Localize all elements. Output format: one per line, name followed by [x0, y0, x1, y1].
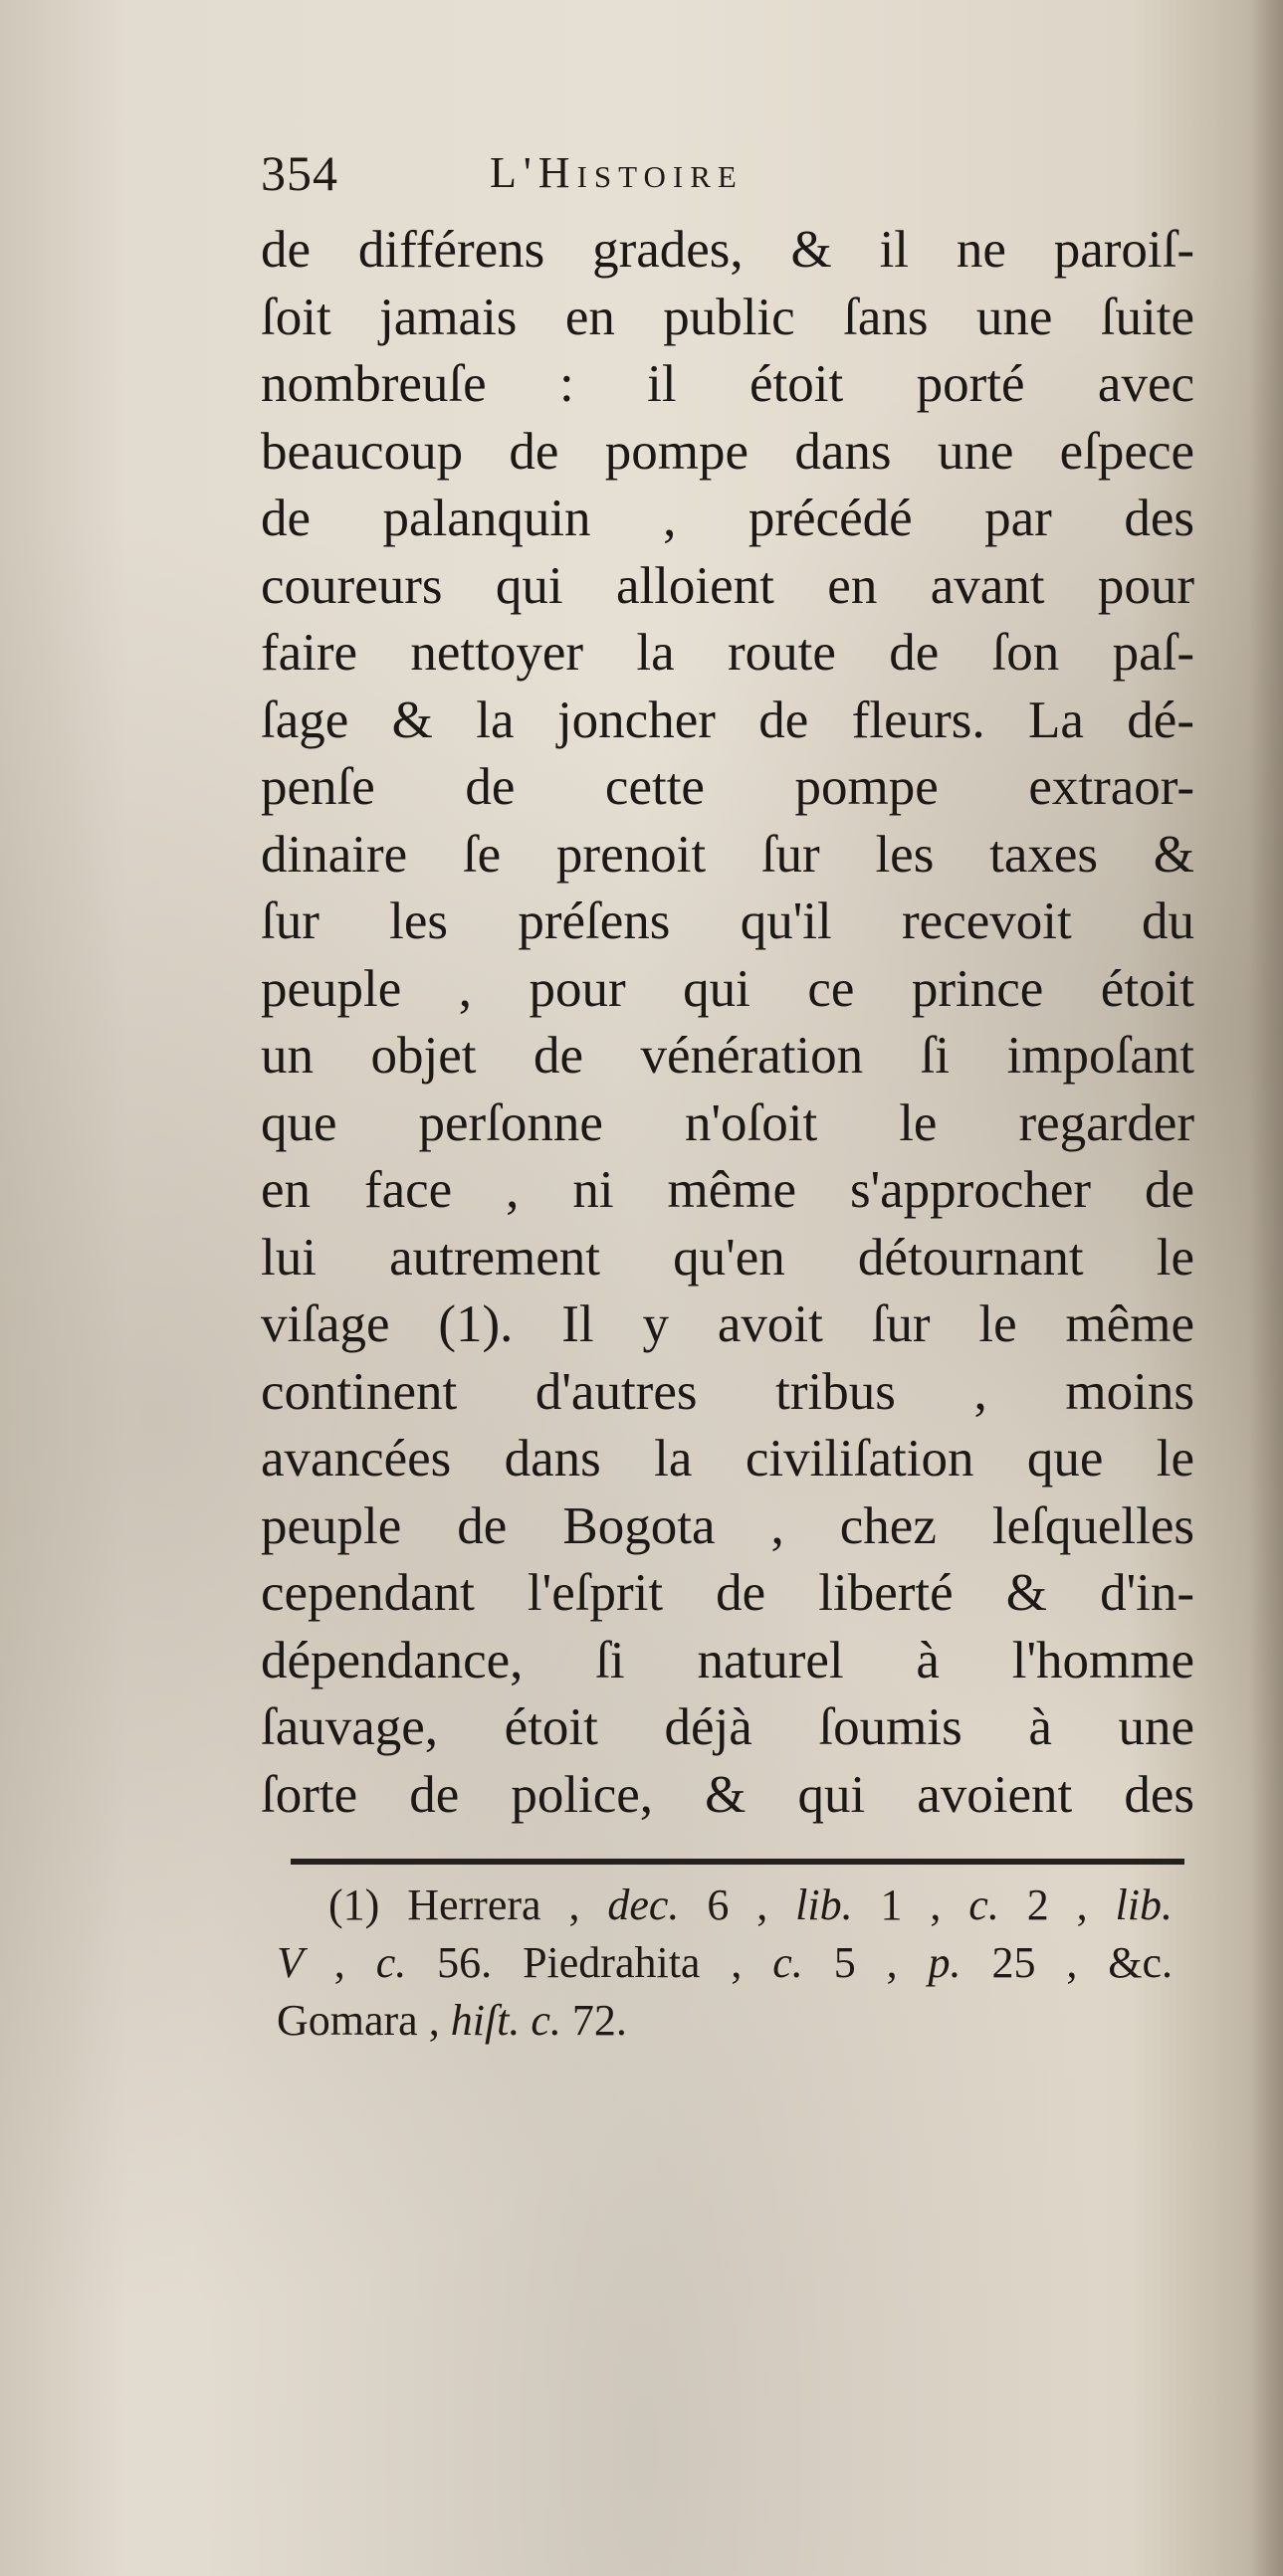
footnote-text: (1) Herrera ,	[328, 1881, 608, 1929]
footnote-rule	[291, 1859, 1184, 1865]
footnote-text: 72.	[560, 1996, 627, 2045]
page-edge-shadow	[1249, 0, 1283, 2576]
text-line: peuple , pour qui ce prince étoit	[261, 959, 1194, 1018]
text-line: cependant l'eſprit de liberté & d'in-	[261, 1564, 1194, 1622]
body-text	[261, 217, 1194, 1829]
text-line: ſorte de police, & qui avoient des	[261, 1765, 1194, 1824]
text-line: ſauvage, étoit déjà ſoumis à une	[261, 1698, 1194, 1756]
footnote-italic: V	[277, 1938, 304, 1987]
footnote-italic: dec.	[607, 1881, 680, 1929]
footnote-text: 5 ,	[802, 1938, 929, 1987]
footnote-text: 1 ,	[852, 1881, 969, 1929]
footnote-italic: lib.	[1115, 1881, 1173, 1929]
text-line: que perſonne n'oſoit le regarder	[261, 1093, 1194, 1152]
text-line: avancées dans la civiliſation que le	[261, 1430, 1194, 1487]
footnote-italic: p.	[928, 1938, 962, 1987]
text-line: ſage & la joncher de fleurs. La dé-	[261, 691, 1194, 749]
text-line: viſage (1). Il y avoit ſur le même	[261, 1295, 1194, 1353]
text-line: dinaire ſe prenoit ſur les taxes &	[261, 825, 1194, 884]
footnote-italic: lib.	[795, 1881, 853, 1929]
text-line: beaucoup de pompe dans une eſpece	[261, 422, 1194, 481]
footnote-line	[277, 1934, 1173, 1992]
footnote-text: Gomara ,	[277, 1996, 451, 2045]
text-line: lui autrement qu'en détournant le	[261, 1228, 1194, 1287]
text-line: de palanquin , précédé par des	[261, 490, 1194, 547]
footnote-italic: c.	[968, 1881, 999, 1929]
footnote-line	[277, 1877, 1173, 1934]
text-line: en face , ni même s'approcher de	[261, 1161, 1194, 1219]
text-line: coureurs qui alloient en avant pour	[261, 556, 1194, 615]
page-number: 354	[261, 145, 338, 201]
footnote-text: 25 , &c.	[961, 1938, 1174, 1987]
text-line: ſoit jamais en public ſans une ſuite	[261, 288, 1194, 346]
text-line: un objet de vénération ſi impoſant	[261, 1027, 1194, 1085]
text-line: dépendance, ſi naturel à l'homme	[261, 1631, 1194, 1689]
footnote-italic: c.	[772, 1938, 803, 1987]
footnote-italic: hiſt. c.	[450, 1996, 561, 2045]
footnote-text: 56. Piedrahita ,	[406, 1938, 773, 1987]
footnote-text: ,	[303, 1938, 376, 1987]
text-line: faire nettoyer la route de ſon paſ-	[261, 624, 1194, 682]
page-header	[261, 137, 997, 217]
footnote-text: 6 ,	[679, 1881, 796, 1929]
running-head: L'Histoire	[490, 148, 744, 197]
footnote-line	[277, 1992, 1173, 2050]
text-line: peuple de Bogota , chez leſquelles	[261, 1496, 1194, 1555]
text-line: de différens grades, & il ne paroiſ-	[261, 221, 1194, 279]
footnote-text: 2 ,	[998, 1881, 1116, 1929]
footnote	[277, 1877, 1173, 2050]
text-line: ſur les préſens qu'il recevoit du	[261, 892, 1194, 950]
text-line: penſe de cette pompe extraor-	[261, 758, 1194, 816]
footnote-italic: c.	[375, 1938, 407, 1987]
text-line: continent d'autres tribus , moins	[261, 1362, 1194, 1421]
text-line: nombreuſe : il étoit porté avec	[261, 355, 1194, 413]
